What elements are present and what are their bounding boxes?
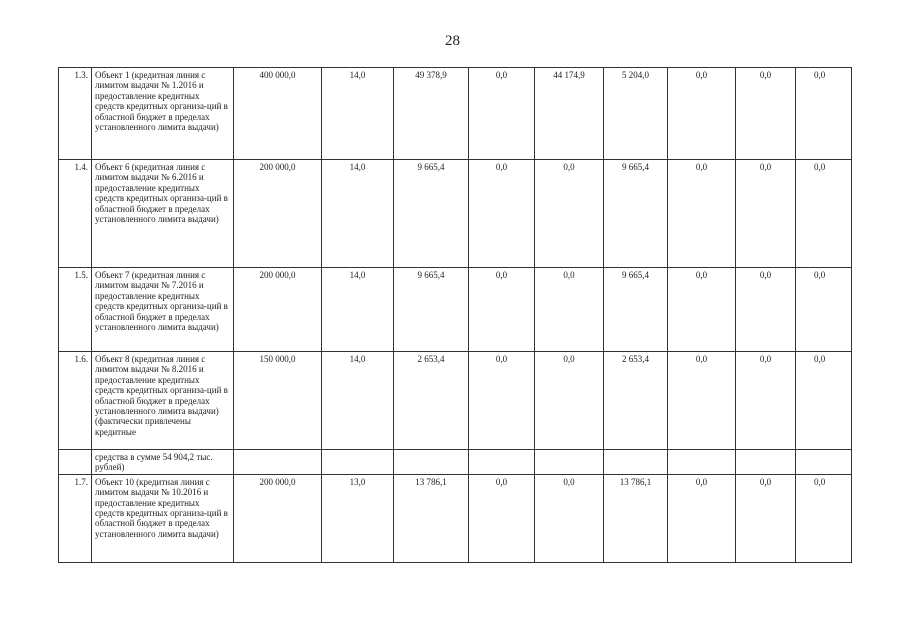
- page-number: 28: [445, 33, 460, 49]
- value-cell: 0,0: [796, 474, 852, 562]
- value-cell: [604, 450, 668, 475]
- row-number: [59, 450, 92, 475]
- row-description: Объект 10 (кредитная линия с лимитом выдачи № 10.2016 и предоставление кредитных средств кредитных организа-ций в областной бюджет в пределах установленного лимита выдачи): [92, 474, 234, 562]
- value-cell: 44 174,9: [535, 68, 604, 160]
- value-cell: 0,0: [469, 68, 535, 160]
- rate-cell: 13,0: [322, 474, 394, 562]
- table-row: [59, 268, 852, 352]
- value-cell: [469, 450, 535, 475]
- value-cell: 0,0: [535, 160, 604, 268]
- value-cell: [796, 450, 852, 475]
- value-cell: 0,0: [796, 160, 852, 268]
- value-cell: 0,0: [535, 352, 604, 450]
- amount-cell: 49 378,9: [394, 68, 469, 160]
- row-description: Объект 7 (кредитная линия с лимитом выдачи № 7.2016 и предоставление кредитных средств кредитных организа-ций в областной бюджет в пределах установленного лимита выдачи): [92, 268, 234, 352]
- value-cell: [535, 450, 604, 475]
- credit-limit-cell: 200 000,0: [234, 268, 322, 352]
- value-cell: 0,0: [668, 474, 736, 562]
- amount-cell: 2 653,4: [394, 352, 469, 450]
- amount-cell: [394, 450, 469, 475]
- value-cell: 0,0: [668, 268, 736, 352]
- table-row: [59, 160, 852, 268]
- value-cell: 0,0: [469, 268, 535, 352]
- rate-cell: 14,0: [322, 160, 394, 268]
- amount-cell: 9 665,4: [394, 268, 469, 352]
- row-number: 1.4.: [59, 160, 92, 268]
- row-description: Объект 8 (кредитная линия с лимитом выдачи № 8.2016 и предоставление кредитных средств кредитных организа-ций в областной бюджет в пределах установленного лимита выдачи) (фактически привлечены кредитные: [92, 352, 234, 450]
- row-number: 1.3.: [59, 68, 92, 160]
- table-row: [59, 450, 852, 475]
- value-cell: 0,0: [736, 352, 796, 450]
- value-cell: 0,0: [668, 352, 736, 450]
- value-cell: 0,0: [736, 474, 796, 562]
- value-cell: 0,0: [668, 160, 736, 268]
- row-description: средства в сумме 54 904,2 тыс. рублей): [92, 450, 234, 475]
- credit-limit-cell: 150 000,0: [234, 352, 322, 450]
- value-cell: 9 665,4: [604, 268, 668, 352]
- row-number: 1.5.: [59, 268, 92, 352]
- rate-cell: [322, 450, 394, 475]
- table-row: [59, 68, 852, 160]
- rate-cell: 14,0: [322, 68, 394, 160]
- table-row: [59, 474, 852, 562]
- value-cell: 0,0: [796, 352, 852, 450]
- value-cell: 0,0: [668, 68, 736, 160]
- credit-limit-cell: [234, 450, 322, 475]
- row-number: 1.6.: [59, 352, 92, 450]
- rate-cell: 14,0: [322, 268, 394, 352]
- value-cell: 0,0: [469, 352, 535, 450]
- value-cell: [668, 450, 736, 475]
- value-cell: 0,0: [535, 268, 604, 352]
- value-cell: 0,0: [736, 160, 796, 268]
- value-cell: 9 665,4: [604, 160, 668, 268]
- value-cell: 0,0: [736, 68, 796, 160]
- value-cell: 13 786,1: [604, 474, 668, 562]
- data-table: [58, 67, 852, 563]
- credit-limit-cell: 200 000,0: [234, 160, 322, 268]
- rate-cell: 14,0: [322, 352, 394, 450]
- amount-cell: 13 786,1: [394, 474, 469, 562]
- row-description: Объект 6 (кредитная линия с лимитом выдачи № 6.2016 и предоставление кредитных средств кредитных организа-ций в областной бюджет в пределах установленного лимита выдачи): [92, 160, 234, 268]
- row-number: 1.7.: [59, 474, 92, 562]
- value-cell: 5 204,0: [604, 68, 668, 160]
- value-cell: 2 653,4: [604, 352, 668, 450]
- row-description: Объект 1 (кредитная линия с лимитом выдачи № 1.2016 и предоставление кредитных средств кредитных организа-ций в областной бюджет в пределах установленного лимита выдачи): [92, 68, 234, 160]
- value-cell: 0,0: [796, 268, 852, 352]
- credit-limit-cell: 400 000,0: [234, 68, 322, 160]
- amount-cell: 9 665,4: [394, 160, 469, 268]
- value-cell: [736, 450, 796, 475]
- value-cell: 0,0: [469, 474, 535, 562]
- table-row: [59, 352, 852, 450]
- value-cell: 0,0: [469, 160, 535, 268]
- credit-limit-cell: 200 000,0: [234, 474, 322, 562]
- value-cell: 0,0: [736, 268, 796, 352]
- value-cell: 0,0: [535, 474, 604, 562]
- value-cell: 0,0: [796, 68, 852, 160]
